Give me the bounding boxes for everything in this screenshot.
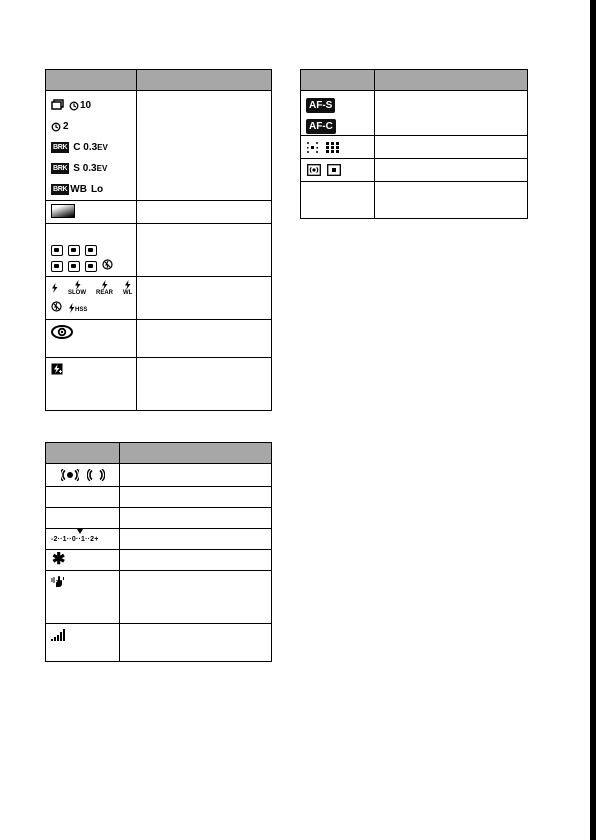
- flash-wl-label: WL: [123, 290, 133, 296]
- description-cell: [137, 91, 272, 201]
- table-row: [46, 464, 272, 487]
- flash-modes-line: [51, 300, 132, 316]
- description-cell: [375, 182, 528, 219]
- af-area-spot-icon: [307, 140, 318, 158]
- flash-off-icon: [102, 259, 113, 273]
- description-cell: [120, 624, 272, 662]
- metering-spot-icon: [327, 163, 341, 181]
- self-timer-10-icon: [69, 100, 91, 111]
- table-row: [46, 508, 272, 529]
- ev-scale-icon: [46, 529, 119, 543]
- ev-scale-label: -2··1··0··1··2+: [51, 536, 99, 543]
- description-cell: [120, 529, 272, 550]
- table-header-row: [46, 443, 272, 464]
- ae-lock-icon: [46, 550, 119, 569]
- ae-lock-label: ✱: [52, 551, 66, 568]
- icon-cell: [46, 464, 120, 487]
- self-timer-2-icon: [51, 121, 69, 132]
- ev-unit: EV: [96, 164, 108, 173]
- flash-auto-icon: [51, 280, 58, 300]
- description-cell: [137, 320, 272, 358]
- table-row: [46, 571, 272, 624]
- table-header-row: [46, 70, 272, 91]
- indicator-table-exposure: [45, 442, 272, 662]
- description-cell: [120, 508, 272, 529]
- table-row: [46, 91, 272, 201]
- scene-night-icon: [68, 261, 80, 272]
- flash-hss-label: HSS: [75, 307, 88, 313]
- bracket-s-icon: [51, 158, 132, 179]
- table-header-row: [301, 70, 528, 91]
- brk-badge: BRK: [53, 186, 68, 193]
- icon-cell: [46, 508, 120, 529]
- flash-rear-icon: [96, 280, 113, 300]
- timer-10-label: 10: [80, 100, 92, 111]
- table-row: [301, 182, 528, 219]
- description-cell: [137, 277, 272, 320]
- header-cell-display: [46, 70, 137, 91]
- metering-multi-icon: [307, 163, 321, 181]
- scene-portrait-icon: [51, 245, 63, 256]
- icon-cell: [301, 136, 375, 159]
- flash-hss-icon: [68, 303, 87, 313]
- bracket-c-label: C 0.3: [73, 142, 98, 153]
- drive-icon: [51, 99, 65, 113]
- icon-cell: [46, 529, 120, 550]
- table-row: [301, 91, 528, 136]
- icon-cell: [301, 182, 375, 219]
- icon-cell: [46, 550, 120, 571]
- flash-slow-label: SLOW: [68, 290, 86, 296]
- timer-2-label: 2: [63, 121, 69, 132]
- table-row: [46, 550, 272, 571]
- icon-cell: [46, 358, 137, 411]
- icon-cell: [46, 487, 120, 508]
- header-cell-display: [301, 70, 375, 91]
- wb-lo-label: Lo: [90, 184, 104, 195]
- camera-shake-icon: [51, 575, 65, 592]
- table-row: [46, 224, 272, 277]
- steady-shot-off-icon: [87, 468, 105, 486]
- brk-badge: BRK: [53, 165, 68, 172]
- signal-bars-icon: [51, 628, 68, 645]
- flash-rear-label: REAR: [96, 290, 114, 296]
- icon-cell: [301, 91, 375, 136]
- flash-wl-icon: [123, 280, 132, 300]
- flash-off-icon: [51, 299, 62, 317]
- description-cell: [120, 487, 272, 508]
- bracket-s-label: S 0.3: [73, 163, 97, 174]
- bracket-wb-icon: [51, 179, 132, 200]
- header-cell-display: [46, 443, 120, 464]
- dro-icon: [51, 204, 75, 218]
- scene-sports-icon: [85, 245, 97, 256]
- description-cell: [375, 159, 528, 182]
- af-c-icon: AF-C: [306, 119, 336, 134]
- description-cell: [120, 550, 272, 571]
- header-cell-indication: [375, 70, 528, 91]
- table-row: [46, 277, 272, 320]
- steady-shot-on-icon: [61, 468, 79, 486]
- icon-cell: [46, 277, 137, 320]
- icon-cell: [46, 91, 137, 201]
- description-cell: [120, 464, 272, 487]
- page-edge-rule: [590, 0, 596, 840]
- table-row: [46, 487, 272, 508]
- table-row: [46, 624, 272, 662]
- brk-badge: BRK: [53, 144, 68, 151]
- table-row: [46, 529, 272, 550]
- header-cell-indication: [120, 443, 272, 464]
- scene-night-portrait-icon: [85, 261, 97, 272]
- icon-cell: [301, 159, 375, 182]
- table-row: [46, 320, 272, 358]
- icon-cell: [46, 224, 137, 277]
- description-cell: [375, 91, 528, 136]
- icon-cell: [46, 624, 120, 662]
- bracket-wb-label: WB: [70, 184, 87, 195]
- description-cell: [137, 224, 272, 277]
- af-area-wide-icon: [326, 140, 340, 158]
- description-cell: [137, 358, 272, 411]
- scene-macro-icon: [51, 261, 63, 272]
- table-row: [46, 358, 272, 411]
- icon-cell: [46, 571, 120, 624]
- bracket-c-icon: [51, 137, 132, 158]
- indicator-table-focus-metering: [300, 69, 528, 219]
- header-cell-indication: [137, 70, 272, 91]
- flash-slow-icon: [68, 280, 86, 300]
- icon-cell: [46, 201, 137, 224]
- red-eye-icon: [51, 326, 73, 343]
- table-row: [301, 136, 528, 159]
- table-row: [46, 201, 272, 224]
- icon-cell: [46, 320, 137, 358]
- description-cell: [120, 571, 272, 624]
- af-s-icon: AF-S: [306, 98, 335, 113]
- flash-modes-line: [51, 280, 132, 300]
- description-cell: [375, 136, 528, 159]
- flash-compensation-icon: [51, 362, 63, 379]
- description-cell: [137, 201, 272, 224]
- table-row: [301, 159, 528, 182]
- scene-landscape-icon: [68, 245, 80, 256]
- indicator-table-drive-flash: [45, 69, 272, 411]
- ev-unit: EV: [97, 143, 108, 152]
